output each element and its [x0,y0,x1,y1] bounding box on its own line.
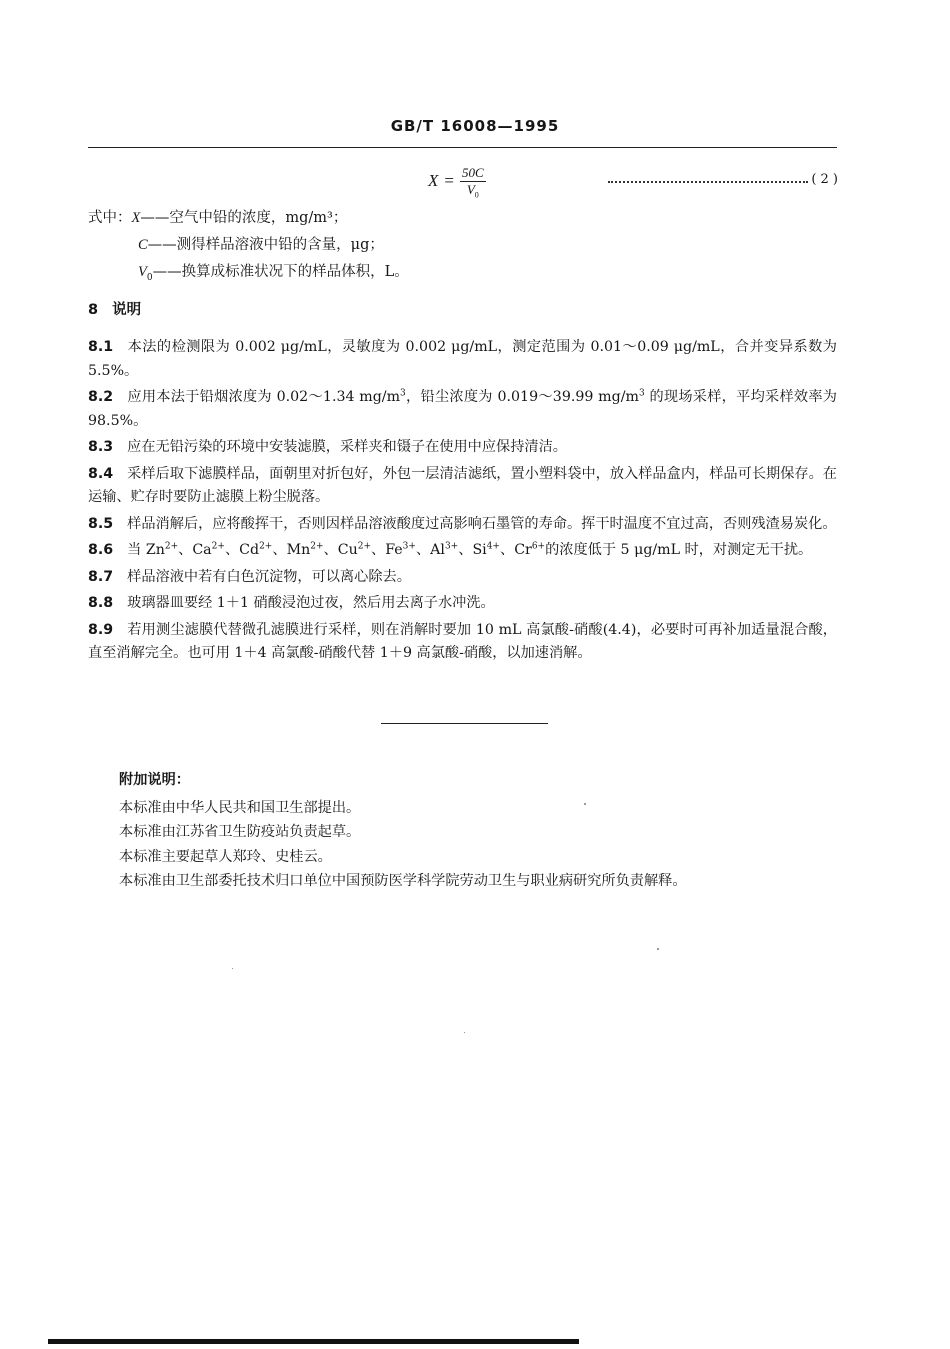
ion-element: Fe [385,542,403,558]
unit-superscript: 3 [400,388,406,399]
equation-leader-dots [608,181,808,183]
formula-denominator-text: V [466,181,475,197]
ion-list [146,542,545,558]
ion-separator: 、 [458,542,473,558]
legend-text: ——空气中铅的浓度，mg/m³； [140,210,348,226]
legend-symbol-sub: 0 [146,272,153,283]
ion-charge: 2+ [259,541,273,552]
addendum-line: 本标准主要起草人郑玲、史桂云。 [119,848,332,865]
clause-text: 采样后取下滤膜样品，面朝里对折包好，外包一层清洁滤纸，置小塑料袋中，放入样品盒内，样品可长期保存。在运输、贮存时要防止滤膜上粉尘脱落。 [88,465,837,505]
clause-text: 若用测尘滤膜代替微孔滤膜进行采样，则在消解时要加 10 mL 高氯酸-硝酸(4.4)，必要时可再补加适量混合酸，直至消解完全。也可用 1＋4 高氯酸-硝酸代替 1＋9 高氯酸-硝酸，以加速消解。 [88,621,837,661]
ion-zn [146,542,178,558]
ion-separator: 、 [323,542,338,558]
clause-item [88,386,837,433]
legend-symbol: X [131,210,141,226]
ion-element: Ca [192,542,212,558]
clause-item [88,463,837,510]
clause-text: 本法的检测限为 0.002 μg/mL，灵敏度为 0.002 μg/mL，测定范围为 0.01～0.09 μg/mL，合并变异系数为 5.5%。 [88,339,837,379]
formula-2 [428,165,486,200]
ion-element: Mn [286,542,311,558]
formula-numerator [460,166,486,182]
ion-charge: 4+ [486,541,500,552]
clause-number: 8.7 [88,568,114,585]
ion-cr [514,542,545,558]
clause-item [88,513,837,537]
ion-separator: 、 [272,542,287,558]
formula-numerator-text: 50C [461,165,484,180]
clause-text: 应在无铅污染的环境中安装滤膜，采样夹和镊子在使用中应保持清洁。 [127,439,567,455]
equation-number [608,172,838,187]
clause-item [88,619,837,666]
clause-list [88,336,837,669]
clause-number: 8.2 [88,389,114,405]
ion-separator: 、 [178,542,193,558]
legend-line-c [88,232,409,259]
clause-item [88,336,837,383]
ion-cd [239,542,272,558]
clause-text: 玻璃器皿要经 1＋1 硝酸浸泡过夜，然后用去离子水冲洗。 [127,595,495,611]
clause-number: 8.9 [88,621,114,638]
equation-number-label: ( 2 ) [811,172,838,187]
ion-si [472,542,500,558]
ion-element: Si [472,542,487,558]
scan-speck [464,1032,465,1033]
clause-text: 应用本法于铅烟浓度为 0.02～1.34 mg/m [127,389,401,405]
legend-text: ——测得样品溶液中铅的含量，μg； [147,237,384,253]
formula-fraction [460,165,486,200]
clause-number: 8.4 [88,465,114,482]
clause-item [88,566,837,590]
scan-speck [584,803,586,805]
ion-separator: 、 [415,542,431,558]
clause-number: 8.1 [88,339,114,355]
legend-prefix: 式中： [88,210,132,226]
ion-ca [192,542,225,558]
ion-separator: 、 [499,542,515,558]
legend-symbol: V [138,264,147,280]
addendum-line: 本标准由卫生部委托技术归口单位中国预防医学科学院劳动卫生与职业病研究所负责解释。 [119,873,687,889]
addendum-line: 本标准由中华人民共和国卫生部提出。 [119,799,361,816]
ion-mn [287,542,324,558]
legend-line-v0 [88,259,409,286]
clause-number: 8.5 [88,515,114,532]
header-rule [88,147,837,148]
ion-element: Cd [239,542,260,558]
ion-element: Cu [337,542,358,558]
section-title-text: 说明 [112,302,142,318]
legend-symbol: C [138,237,148,253]
ion-separator: 、 [224,542,240,558]
ion-element: Zn [145,542,165,558]
formula-equals: = [444,171,454,191]
section-heading [88,298,141,319]
page-header: GB/T 16008—1995 [390,117,560,135]
addendum-line: 本标准由江苏省卫生防疫站负责起草。 [119,824,361,840]
ion-charge: 2+ [310,541,324,552]
footer-rule [48,1339,579,1344]
ion-fe [385,542,416,558]
ion-element: Al [430,542,445,558]
scan-speck [657,948,659,950]
clause-text: 样品消解后，应将酸挥干，否则因样品溶液酸度过高影响石墨管的寿命。挥干时温度不宜过高，否则残渣易炭化。 [127,515,837,532]
addendum [119,768,687,894]
ion-charge: 2+ [357,541,371,552]
end-of-text-rule [381,723,548,724]
legend-line-x [88,205,409,232]
scan-speck [232,968,233,969]
formula-lhs: X [428,171,439,191]
ion-charge: 6+ [531,541,546,552]
section-number: 8 [88,302,99,318]
ion-charge: 3+ [444,541,459,552]
clause-text: 样品溶液中若有白色沉淀物，可以离心除去。 [127,568,411,585]
legend-text: ——换算成标准状况下的样品体积，L。 [152,264,409,280]
ion-charge: 2+ [164,541,179,552]
addendum-title: 附加说明： [119,772,190,788]
ion-element: Cr [514,542,532,558]
clause-text: 的浓度低于 5 μg/mL 时，对测定无干扰。 [545,542,813,558]
ion-charge: 2+ [211,541,225,552]
clause-text: ，铅尘浓度为 0.019～39.99 mg/m [405,389,639,405]
unit-superscript: 3 [638,388,645,399]
ion-separator: 、 [371,542,386,558]
clause-item [88,539,837,563]
ion-cu [338,542,371,558]
clause-number: 8.6 [88,542,114,558]
ion-charge: 3+ [402,541,416,552]
formula-denominator-sub: 0 [474,190,479,200]
formula-denominator [466,181,479,200]
clause-number: 8.3 [88,439,114,455]
ion-al [430,542,458,558]
clause-lead: 当 [127,542,146,558]
clause-text: 的现场采样，平均采样效率为 98.5%。 [88,389,837,429]
clause-item [88,592,837,616]
clause-number: 8.8 [88,595,114,611]
formula-legend [88,205,409,286]
clause-item [88,436,837,460]
